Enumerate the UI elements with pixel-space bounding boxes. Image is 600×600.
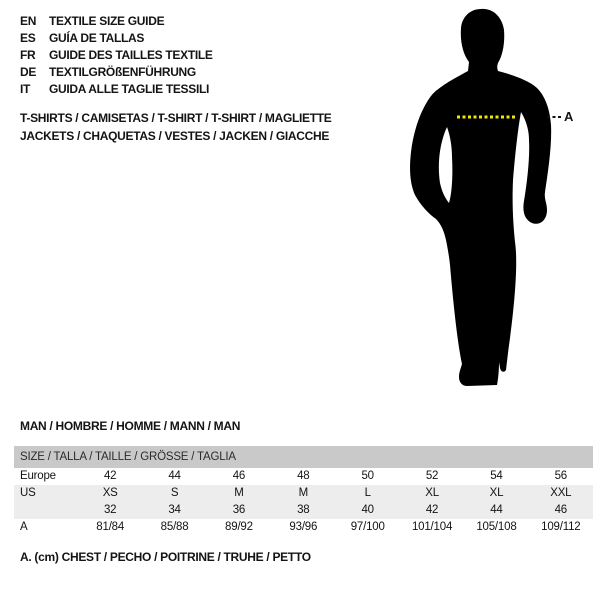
size-cell: 85/88 [160, 521, 189, 533]
language-title: GUÍA DE TALLAS [49, 31, 145, 45]
size-cell: 38 [297, 504, 310, 516]
size-cell: XXL [550, 487, 572, 499]
size-cell: 40 [361, 504, 374, 516]
size-table-header: SIZE / TALLA / TAILLE / GRÖSSE / TAGLIA [14, 446, 593, 468]
measurement-footnote: A. (cm) CHEST / PECHO / POITRINE / TRUHE / PETTO [20, 550, 311, 564]
category-jackets: JACKETS / CHAQUETAS / VESTES / JACKEN / GIACCHE [20, 129, 330, 143]
size-cell: 46 [554, 504, 568, 516]
size-cell: S [170, 487, 179, 499]
size-cell: 44 [490, 504, 503, 516]
size-cell: 42 [103, 470, 117, 482]
size-cell: 81/84 [96, 521, 125, 533]
size-cell: XL [425, 487, 439, 499]
size-cell: XL [489, 487, 504, 499]
row-label: US [20, 487, 36, 499]
size-cell: 36 [232, 504, 246, 516]
size-cell: M [298, 487, 308, 499]
language-title: GUIDE DES TAILLES TEXTILE [49, 48, 213, 62]
language-code: EN [20, 14, 37, 28]
language-code: IT [20, 82, 31, 96]
language-title: TEXTILGRÖßENFÜHRUNG [49, 65, 196, 79]
size-cell: 44 [168, 470, 181, 482]
row-label: Europe [20, 470, 56, 482]
section-title-man: MAN / HOMBRE / HOMME / MANN / MAN [20, 419, 241, 433]
measure-label-a: A [564, 109, 574, 124]
language-code: ES [20, 31, 36, 45]
size-cell: 34 [168, 504, 181, 516]
table-row-us [14, 485, 593, 502]
table-row-chest-cm [14, 519, 593, 536]
language-title: TEXTILE SIZE GUIDE [49, 14, 165, 28]
size-cell: 42 [425, 504, 439, 516]
table-row-europe [14, 468, 593, 485]
language-title: GUIDA ALLE TAGLIE TESSILI [49, 82, 210, 96]
size-cell: 105/108 [476, 521, 517, 533]
size-cell: 89/92 [225, 521, 253, 533]
size-cell: XS [102, 487, 118, 499]
size-cell: L [364, 487, 371, 499]
size-cell: 56 [554, 470, 568, 482]
language-code: DE [20, 65, 37, 79]
size-cell: 46 [232, 470, 246, 482]
size-cell: 93/96 [289, 521, 318, 533]
size-cell: 32 [103, 504, 117, 516]
size-cell: 54 [490, 470, 503, 482]
size-cell: 97/100 [350, 521, 385, 533]
language-code: FR [20, 48, 36, 62]
size-table [14, 446, 593, 536]
size-cell: 52 [425, 470, 439, 482]
size-cell: 48 [297, 470, 310, 482]
category-tshirts: T-SHIRTS / CAMISETAS / T-SHIRT / T-SHIRT / MAGLIETTE [20, 111, 332, 125]
size-cell: 109/112 [541, 521, 581, 533]
size-cell: M [234, 487, 244, 499]
table-row-us-numeric [14, 502, 593, 519]
size-cell: 50 [361, 470, 374, 482]
row-label: A [20, 521, 28, 533]
size-cell: 101/104 [411, 521, 453, 533]
man-silhouette [410, 9, 551, 386]
